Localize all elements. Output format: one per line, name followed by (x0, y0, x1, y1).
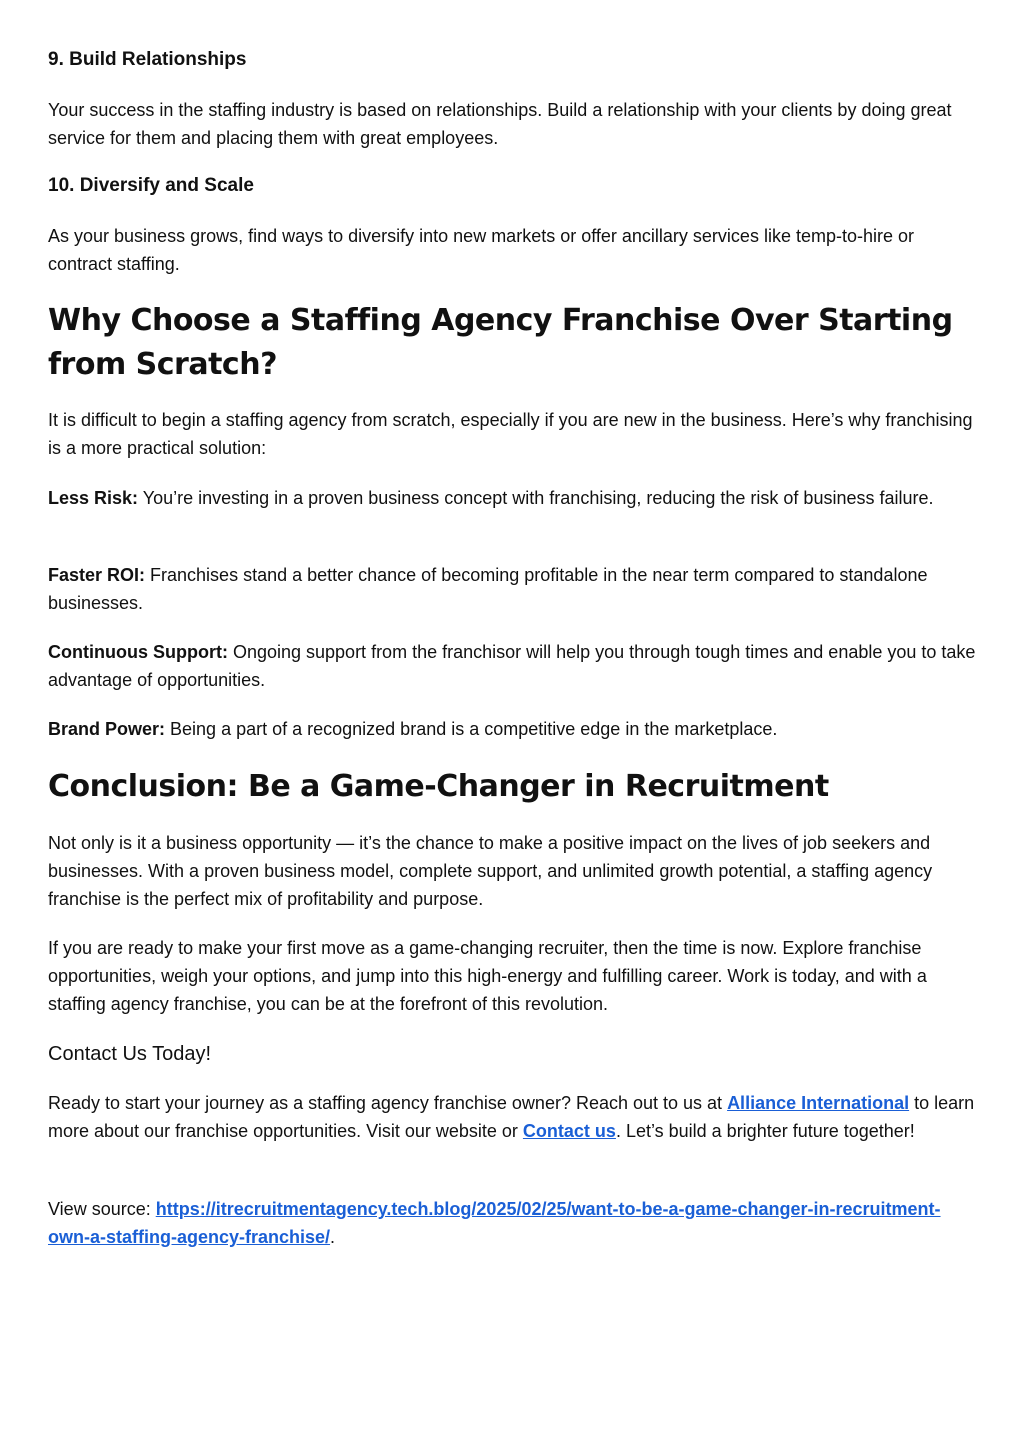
point-label: Less Risk: (48, 488, 139, 508)
source-url-link[interactable]: https://itrecruitmentagency.tech.blog/2025/02/25/want-to-be-a-game-changer-in-recruitment-own-a-staffing-agency-franchise/ (48, 1199, 941, 1247)
contact-paragraph (48, 1089, 978, 1145)
conclusion-paragraph-2: If you are ready to make your first move as a game-changing recruiter, then the time is now. Explore franchise opportunities, weigh your options, and jump into this high-energy and fulfilling career. Work is today, and with a staffing agency franchise, you can be at the forefront of this revolution. (48, 938, 927, 1014)
point-label: Faster ROI: (48, 565, 146, 585)
point-faster-roi (48, 561, 978, 617)
contact-text-before: Ready to start your journey as a staffing agency franchise owner? Reach out to us at (48, 1093, 728, 1113)
point-text: Ongoing support from the franchisor will help you through tough times and enable you to take advantage of opportunities. (48, 642, 976, 690)
conclusion-paragraph-1: Not only is it a business opportunity — it’s the chance to make a positive impact on the lives of job seekers and businesses. With a proven business model, complete support, and unlimited growth potential, a staffing agency franchise is the perfect mix of profitability and purpose. (48, 833, 933, 909)
point-text: Franchises stand a better chance of becoming profitable in the near term compared to standalone businesses. (48, 565, 928, 613)
point-less-risk (48, 484, 978, 512)
section-10-paragraph: As your business grows, find ways to diversify into new markets or offer ancillary services like temp-to-hire or contract staffing. (48, 226, 914, 274)
why-choose-heading: Why Choose a Staffing Agency Franchise Over Starting from Scratch? (48, 303, 953, 382)
point-brand-power (48, 715, 978, 743)
section-10-heading: 10. Diversify and Scale (48, 175, 254, 196)
why-choose-intro: It is difficult to begin a staffing agency from scratch, especially if you are new in the business. Here’s why franchising is a more practical solution: (48, 410, 973, 458)
contact-us-link[interactable]: Contact us (522, 1121, 616, 1141)
contact-text-mid: to learn more about our franchise opportunities. Visit our website or (48, 1093, 975, 1141)
conclusion-heading: Conclusion: Be a Game-Changer in Recruitment (48, 769, 829, 804)
point-label: Continuous Support: (48, 642, 228, 662)
view-source-trail: . (330, 1227, 336, 1247)
contact-text-after: . Let’s build a brighter future together! (615, 1121, 915, 1141)
section-9-heading: 9. Build Relationships (48, 49, 247, 70)
point-text: You’re investing in a proven business concept with franchising, reducing the risk of business failure. (138, 488, 934, 508)
section-9-paragraph: Your success in the staffing industry is based on relationships. Build a relationship with your clients by doing great service for them and placing them with great employees. (48, 100, 952, 148)
view-source-paragraph (48, 1195, 978, 1251)
contact-title: Contact Us Today! (48, 1043, 212, 1065)
point-continuous-support (48, 638, 978, 694)
point-label: Brand Power: (48, 719, 166, 739)
alliance-international-link[interactable]: Alliance International (727, 1093, 910, 1113)
view-source-label: View source: (48, 1199, 156, 1219)
point-text: Being a part of a recognized brand is a competitive edge in the marketplace. (165, 719, 778, 739)
